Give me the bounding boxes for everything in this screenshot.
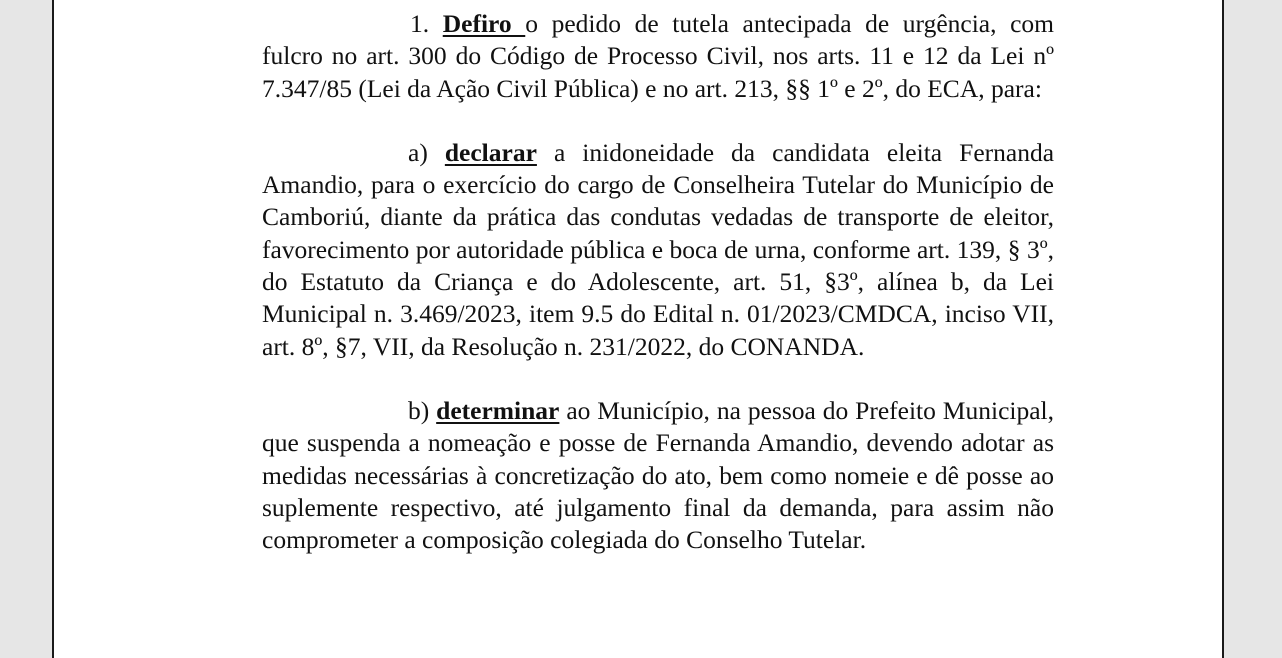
item-a-label: a) (408, 137, 428, 167)
document-page (52, 0, 1224, 658)
paragraph-item-1 (262, 8, 1054, 105)
item-1-number: 1. (410, 9, 430, 38)
paragraph-spacer (262, 363, 1054, 395)
item-1-keyword: Defiro (442, 9, 526, 38)
document-body (262, 8, 1054, 556)
item-a-keyword: declarar (444, 137, 537, 167)
item-a-text: a inidoneidade da candidata eleita Fernanda Amandio, para o exercício do cargo de Conselheira Tutelar do Município de Camboriú, diante da prática das condutas vedadas de transporte de eleitor, favorecimento por autoridade pública e boca de urna, conforme art. 139, § 3º, do Estatuto da Criança e do Adolescente, art. 51, §3º, alínea b, da Lei Municipal n. 3.469/2023, item 9.5 do Edital n. 01/2023/CMDCA, inciso VII, art. 8º, §7, VII, da Resolução n. 231/2022, do CONANDA. (262, 137, 1055, 361)
item-b-keyword: determinar (436, 395, 560, 425)
item-b-text: ao Município, na pessoa do Prefeito Municipal, que suspenda a nomeação e posse de Fernanda Amandio, devendo adotar as medidas necessárias à concretização do ato, bem como nomeie e dê posse ao suplemente respectivo, até julgamento final da demanda, para assim não comprometer a composição colegiada do Conselho Tutelar. (262, 395, 1054, 555)
paragraph-spacer (262, 105, 1054, 137)
paragraph-item-a (262, 137, 1054, 363)
item-1-text: o pedido de tutela antecipada de urgência, com fulcro no art. 300 do Código de Processo Civil, nos arts. 11 e 12 da Lei nº 7.347/85 (Lei da Ação Civil Pública) e no art. 213, §§ 1º e 2º, do ECA, para: (262, 9, 1055, 103)
item-b-label: b) (408, 395, 430, 425)
paragraph-item-b (262, 395, 1054, 556)
